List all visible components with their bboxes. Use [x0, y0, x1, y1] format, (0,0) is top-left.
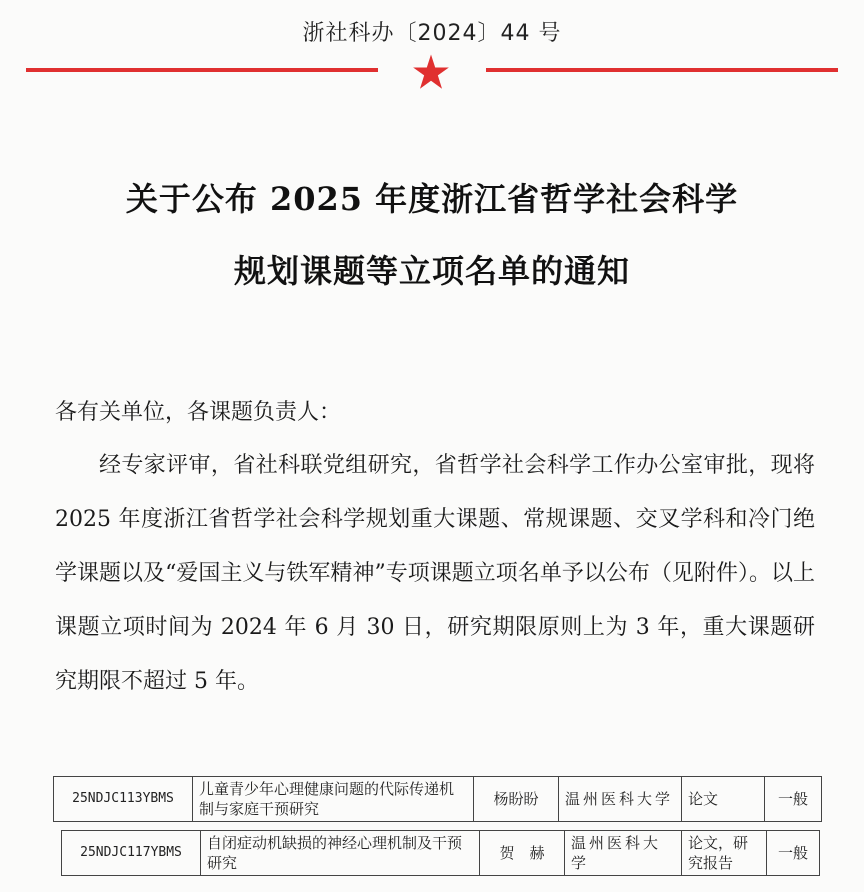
red-rule-left — [26, 68, 378, 72]
project-leader: 贺 赫 — [480, 831, 565, 876]
project-table-2 — [61, 830, 820, 876]
project-result: 论文 — [682, 777, 765, 822]
project-result: 论文，研究报告 — [682, 831, 767, 876]
notice-title-line-2: 规划课题等立项名单的通知 — [233, 252, 630, 290]
salutation: 各有关单位，各课题负责人： — [55, 400, 342, 425]
notice-title-line-1: 关于公布 2025 年度浙江省哲学社会科学 — [125, 180, 739, 218]
project-institution: 温州医科大学 — [559, 777, 682, 822]
document-number: 浙社科办〔2024〕44 号 — [302, 21, 562, 46]
project-title: 自闭症动机缺损的神经心理机制及干预研究 — [201, 831, 480, 876]
red-rule-right — [486, 68, 838, 72]
table-row — [62, 831, 820, 876]
project-level: 一般 — [765, 777, 822, 822]
body-paragraph: 经专家评审，省社科联党组研究，省哲学社会科学工作办公室审批，现将 2025 年度浙江省哲学社会科学规划重大课题、常规课题、交叉学科和冷门绝学课题以及“爱国主义与铁军精神”专项课题立项名单予以公布（见附件）。以上课题立项时间为 2024 年 6 月 30 日，研究期限原则上为 3 年，重大课题研究期限不超过 5 年。 — [55, 453, 815, 694]
project-code: 25NDJC117YBMS — [62, 831, 201, 876]
project-table-1 — [53, 776, 822, 822]
project-code: 25NDJC113YBMS — [54, 777, 193, 822]
project-title: 儿童青少年心理健康问题的代际传递机制与家庭干预研究 — [193, 777, 474, 822]
project-institution: 温州医科大学 — [565, 831, 682, 876]
red-star-icon — [412, 53, 450, 91]
table-row — [54, 777, 822, 822]
project-level: 一般 — [767, 831, 820, 876]
project-leader: 杨盼盼 — [474, 777, 559, 822]
